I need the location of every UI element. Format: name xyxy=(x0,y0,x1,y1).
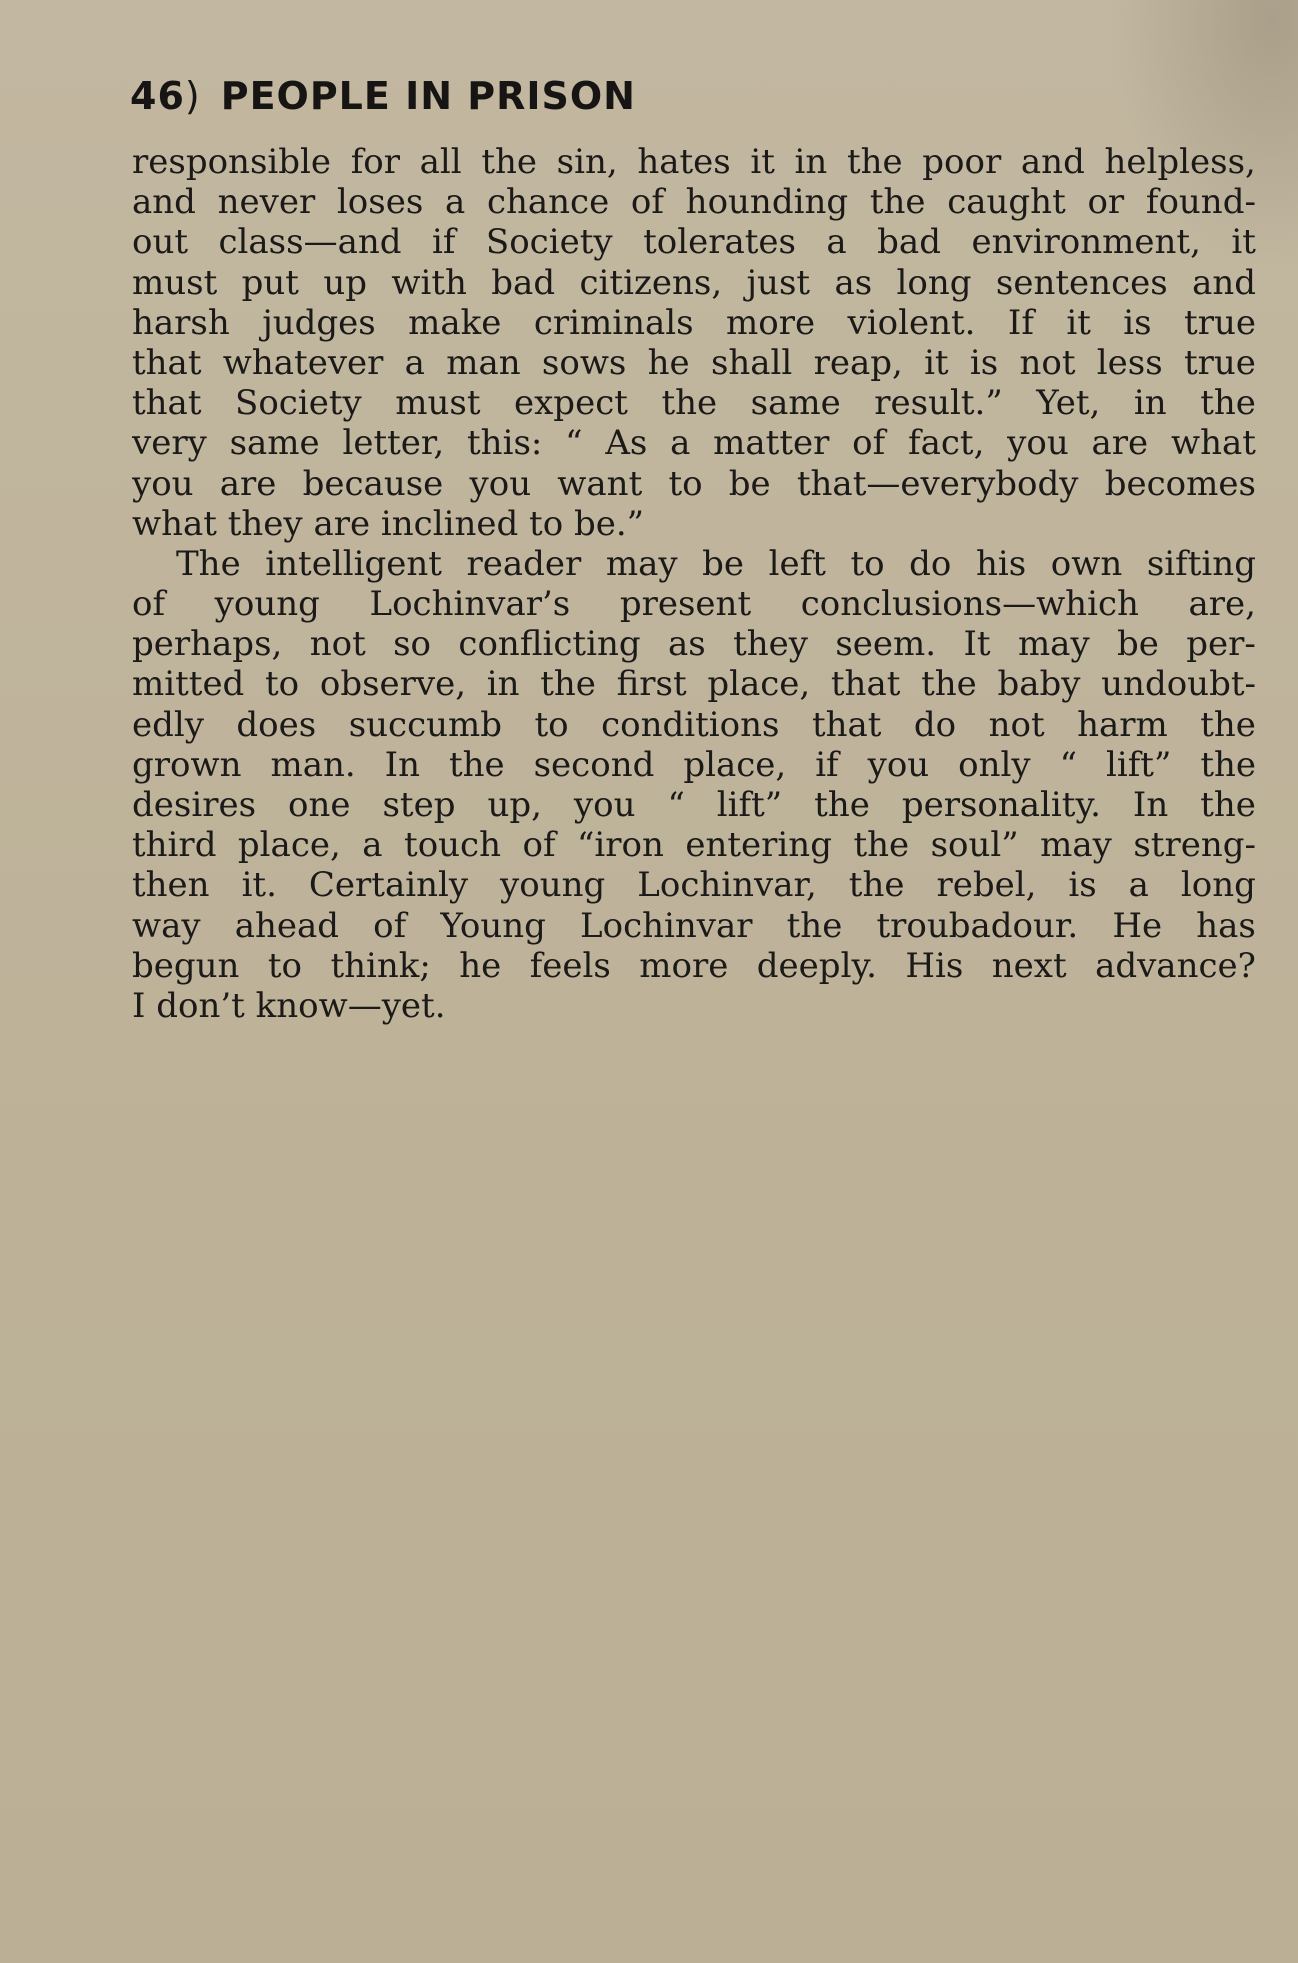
text-line: of young Lochinvar’s present conclusions—which are, xyxy=(132,584,1256,625)
text-line: desires one step up, you “ lift” the personality. In the xyxy=(132,785,1256,825)
running-head xyxy=(130,74,636,118)
text-line: edly does succumb to conditions that do not harm the xyxy=(132,704,1256,745)
body-text xyxy=(132,142,1256,1026)
page-number-separator: ) xyxy=(184,74,201,118)
text-line: you are because you want to be that—everybody becomes xyxy=(132,463,1256,504)
text-line: that whatever a man sows he shall reap, it is not less true xyxy=(132,342,1256,383)
text-line: grown man. In the second place, if you only “ lift” the xyxy=(132,744,1256,785)
text-line: responsible for all the sin, hates it in the poor and helpless, xyxy=(132,142,1256,182)
text-line: I don’t know—yet. xyxy=(132,985,446,1026)
running-title: PEOPLE IN PRISON xyxy=(220,74,636,118)
text-line: what they are inclined to be.” xyxy=(132,503,645,544)
text-line: that Society must expect the same result.” Yet, in the xyxy=(132,383,1256,424)
text-line: mitted to observe, in the first place, that the baby undoubt- xyxy=(132,664,1256,705)
text-line: begun to think; he feels more deeply. His next advance? xyxy=(132,945,1256,986)
text-line: perhaps, not so conflicting as they seem. It may be per- xyxy=(132,624,1256,665)
text-line: The intelligent reader may be left to do his own sifting xyxy=(176,543,1256,584)
text-line: way ahead of Young Lochinvar the troubadour. He has xyxy=(132,905,1256,946)
text-line: must put up with bad citizens, just as long sentences and xyxy=(132,262,1256,303)
text-line: very same letter, this: “ As a matter of fact, you are what xyxy=(132,423,1256,464)
text-line: third place, a touch of “iron entering the soul” may streng- xyxy=(132,825,1256,866)
text-line: harsh judges make criminals more violent. If it is true xyxy=(132,302,1256,343)
text-line: and never loses a chance of hounding the caught or found- xyxy=(132,182,1256,223)
text-line: then it. Certainly young Lochinvar, the rebel, is a long xyxy=(132,865,1256,906)
text-line: out class—and if Society tolerates a bad environment, it xyxy=(132,222,1256,263)
page-number: 46 xyxy=(130,74,185,118)
